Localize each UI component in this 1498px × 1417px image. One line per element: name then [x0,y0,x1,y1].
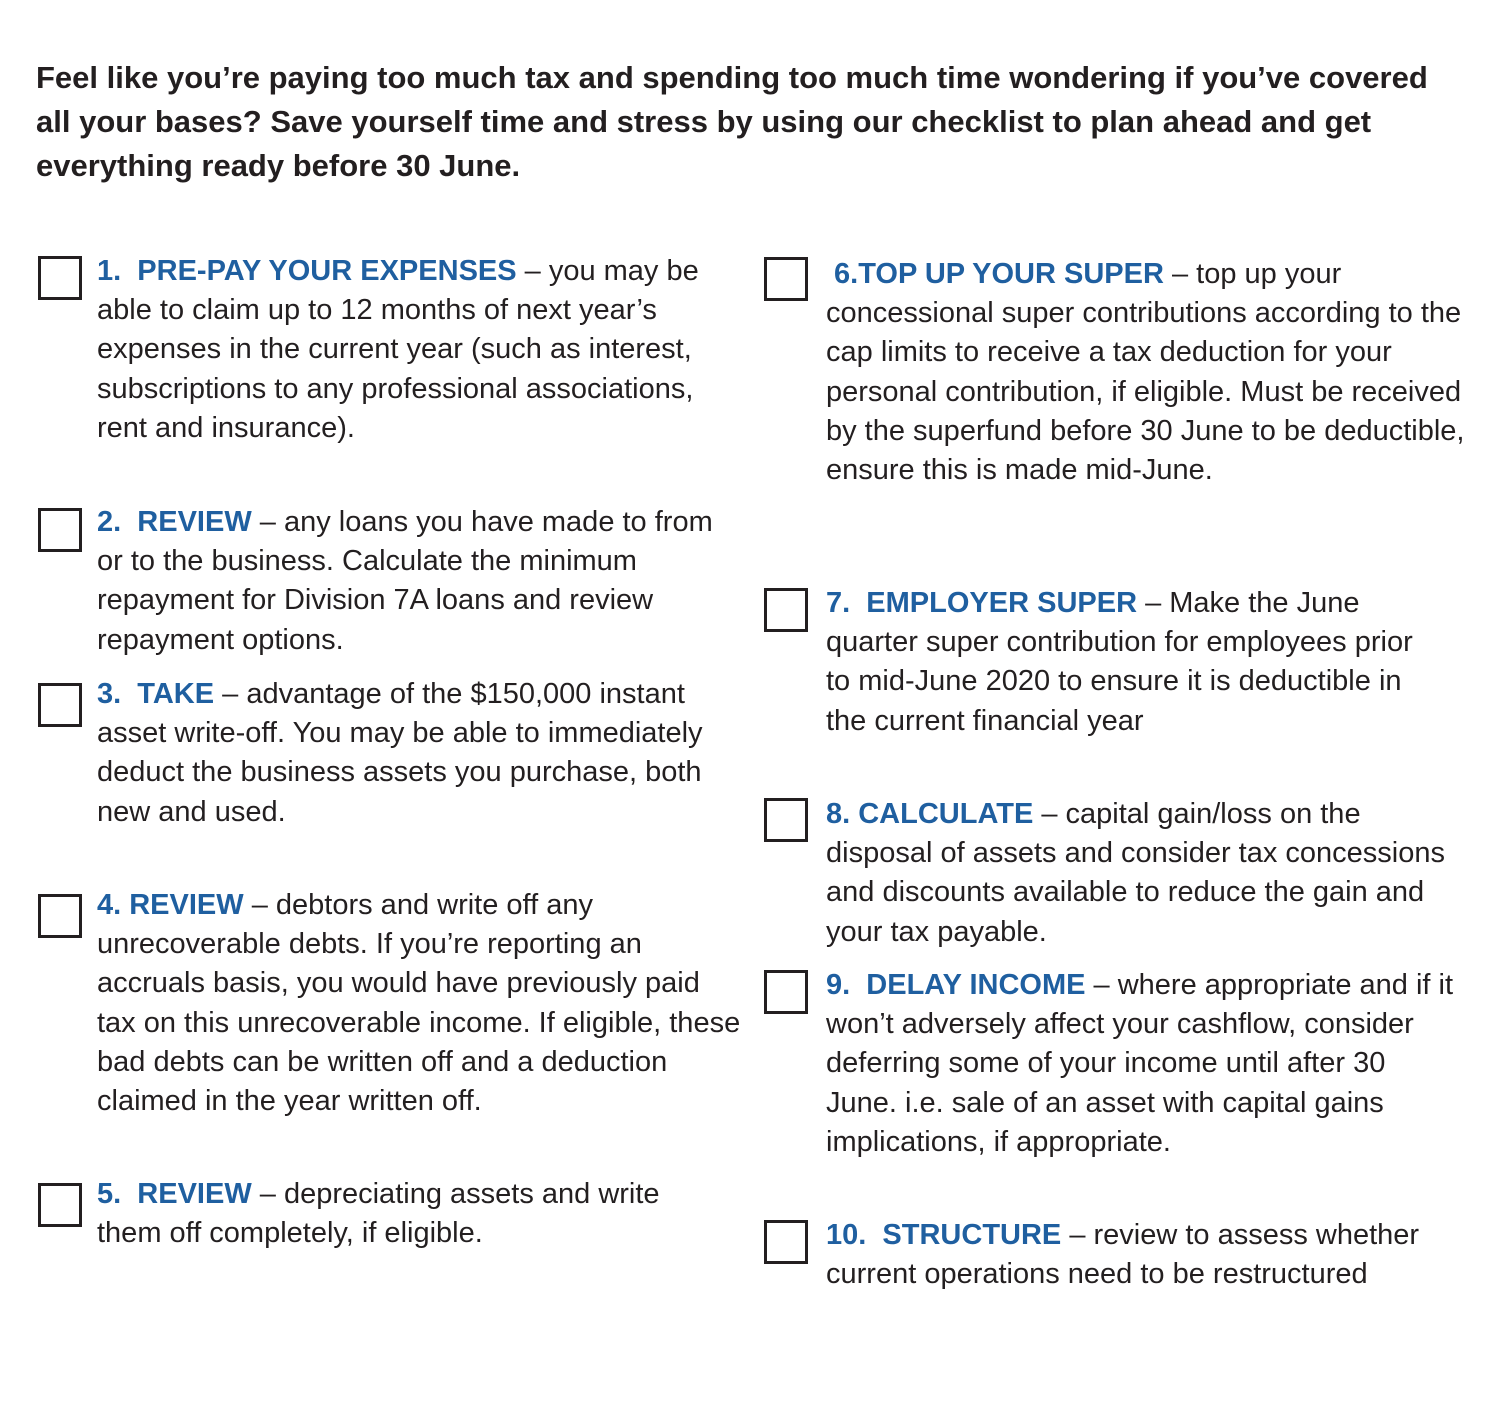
item-body: – you may be able to claim up to 12 months of next year’s expenses in the current year (such as interest, subscriptions to any professional associations, rent and insurance). [97,255,699,444]
checkbox[interactable] [38,508,82,552]
item-heading: 7. EMPLOYER SUPER [826,587,1138,619]
checkbox[interactable] [764,257,808,301]
checkbox[interactable] [764,588,808,632]
item-body: – where appropriate and if it won’t adversely affect your cashflow, consider deferring some of your income until after 30 June. i.e. sale of an asset with capital gains implications, if appropriate. [826,969,1454,1158]
item-text [826,966,1456,1162]
item-body: – Make the June quarter super contribution for employees prior to mid-June 2020 to ensure it is deductible in the current financial year [826,587,1413,737]
item-heading: 6.TOP UP YOUR SUPER [826,258,1164,290]
checkbox[interactable] [38,894,82,938]
item-text [97,675,722,832]
checkbox[interactable] [764,970,808,1014]
item-text [826,1216,1456,1294]
item-body: – depreciating assets and write them off completely, if eligible. [97,1178,660,1250]
checkbox[interactable] [764,1220,808,1264]
item-heading: 5. REVIEW [97,1178,252,1210]
intro-text: Feel like you’re paying too much tax and spending too much time wondering if you’ve covered all your bases? Save yourself time and stress by using our checklist to plan ahead and get everything ready before 30 June. [36,60,1428,183]
item-text [97,252,707,448]
item-text [97,886,742,1121]
item-text [826,795,1446,952]
checkbox[interactable] [38,256,82,300]
checkbox[interactable] [764,798,808,842]
item-text [97,503,737,660]
item-heading: 1. PRE-PAY YOUR EXPENSES [97,255,517,287]
item-text [97,1175,707,1253]
item-body: – top up your concessional super contributions according to the cap limits to receive a tax deduction for your personal contribution, if eligible. Must be received by the superfund before 30 June to be deductible, ensure this is made mid-June. [826,258,1465,487]
item-heading: 2. REVIEW [97,506,252,538]
item-heading: 8. CALCULATE [826,798,1034,830]
item-body: – advantage of the $150,000 instant asset write-off. You may be able to immediately deduct the business assets you purchase, both new and used. [97,678,703,828]
item-body: – debtors and write off any unrecoverable debts. If you’re reporting an accruals basis, you would have previously paid tax on this unrecoverable income. If eligible, these bad debts can be written off and a deduction claimed in the year written off. [97,889,741,1118]
item-text [826,584,1416,741]
item-body: – any loans you have made to from or to the business. Calculate the minimum repayment for Division 7A loans and review repayment options. [97,506,713,656]
item-heading: 3. TAKE [97,678,215,710]
item-heading: 9. DELAY INCOME [826,969,1086,1001]
item-body: – review to assess whether current operations need to be restructured [826,1219,1420,1291]
checkbox[interactable] [38,683,82,727]
item-body: – capital gain/loss on the disposal of assets and consider tax concessions and discounts available to reduce the gain and your tax payable. [826,798,1446,948]
checkbox[interactable] [38,1183,82,1227]
item-text [826,255,1466,490]
item-heading: 4. REVIEW [97,889,244,921]
item-heading: 10. STRUCTURE [826,1219,1062,1251]
